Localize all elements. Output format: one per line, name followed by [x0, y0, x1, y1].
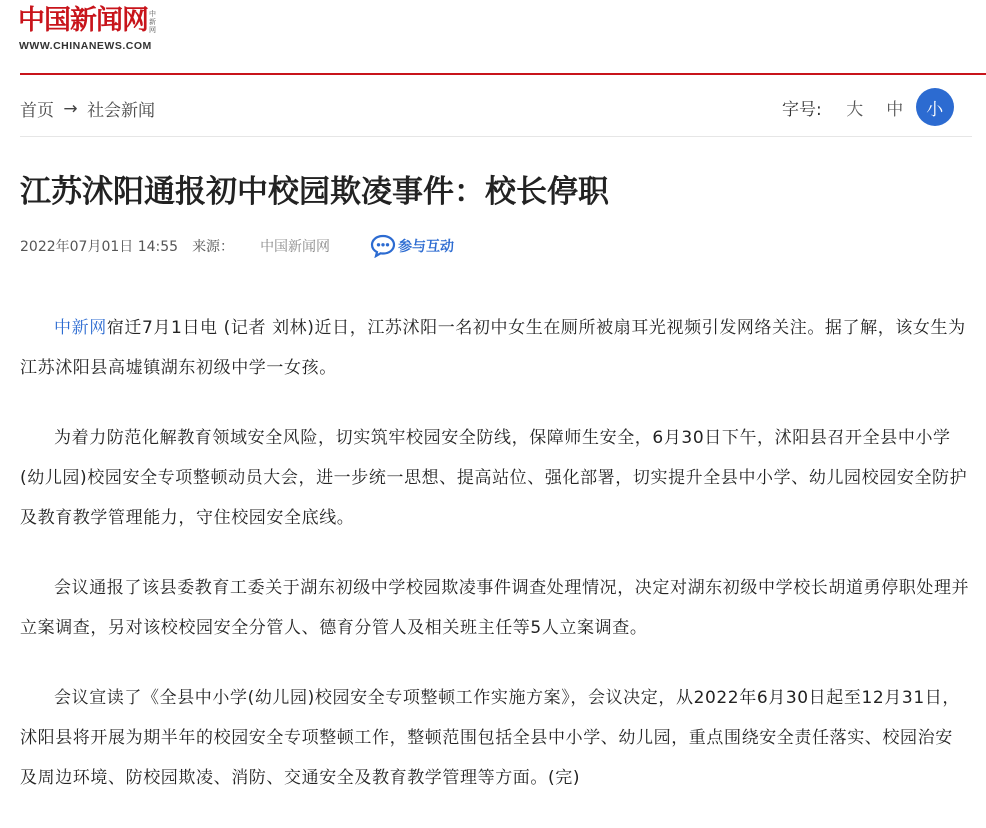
font-size-small-button[interactable]: 小	[916, 88, 954, 126]
header-divider	[20, 73, 986, 75]
interact-button[interactable]	[370, 234, 454, 258]
interact-label: 参与互动	[398, 239, 455, 255]
logo-mark: 中新网	[149, 10, 156, 34]
article-title: 江苏沭阳通报初中校园欺凌事件：校长停职	[20, 174, 609, 210]
publish-datetime: 2022年07月01日 14:55	[20, 239, 179, 255]
comment-bubble-icon	[370, 234, 396, 258]
article-paragraph: 会议通报了该县委教育工委关于湖东初级中学校园欺凌事件调查处理情况，决定对湖东初级中学校长胡道勇停职处理并立案调查，另对该校校园安全分管人、德育分管人及相关班主任等5人立案调查。	[20, 578, 970, 638]
logo-url: WWW.CHINANEWS.COM	[19, 40, 152, 52]
site-header	[0, 0, 986, 76]
breadcrumb	[20, 96, 155, 121]
chinanews-link[interactable]: 中新网	[54, 318, 107, 338]
article-paragraph: 会议宣读了《全县中小学(幼儿园)校园安全专项整顿工作实施方案》，会议决定，从2022年6月30日起至12月31日，沭阳县将开展为期半年的校园安全专项整顿工作，整顿范围包括全县中小学、幼儿园，重点围绕安全责任落实、校园治安及周边环境、防校园欺凌、消防、交通安全及教育教学管理等方面。(完)	[20, 688, 960, 788]
source-label: 来源：	[192, 239, 235, 255]
article-paragraph	[20, 308, 970, 388]
breadcrumb-divider	[20, 136, 972, 137]
source-name[interactable]: 中国新闻网	[260, 239, 331, 255]
article-paragraph: 为着力防范化解教育领域安全风险，切实筑牢校园安全防线，保障师生安全，6月30日下午，沭阳县召开全县中小学(幼儿园)校园安全专项整顿动员大会，进一步统一思想、提高站位、强化部署，切实提升全县中小学、幼儿园校园安全防护及教育教学管理能力，守住校园安全底线。	[20, 428, 968, 528]
font-size-switcher	[782, 88, 954, 126]
site-logo[interactable]	[18, 6, 168, 56]
article-meta	[20, 234, 454, 258]
paragraph-text: 宿迁7月1日电 (记者 刘林)近日，江苏沭阳一名初中女生在厕所被扇耳光视频引发网络关注。据了解，该女生为江苏沭阳县高墟镇湖东初级中学一女孩。	[20, 318, 966, 378]
font-size-label: 字号:	[782, 99, 822, 120]
breadcrumb-section[interactable]: 社会新闻	[87, 101, 156, 121]
breadcrumb-arrow-icon: →	[63, 98, 78, 119]
breadcrumb-home[interactable]: 首页	[20, 101, 54, 121]
article-body	[20, 308, 970, 828]
logo-text: 中国新闻网	[18, 5, 148, 36]
font-size-large-button[interactable]: 大	[846, 99, 864, 120]
font-size-medium-button[interactable]: 中	[886, 99, 904, 120]
